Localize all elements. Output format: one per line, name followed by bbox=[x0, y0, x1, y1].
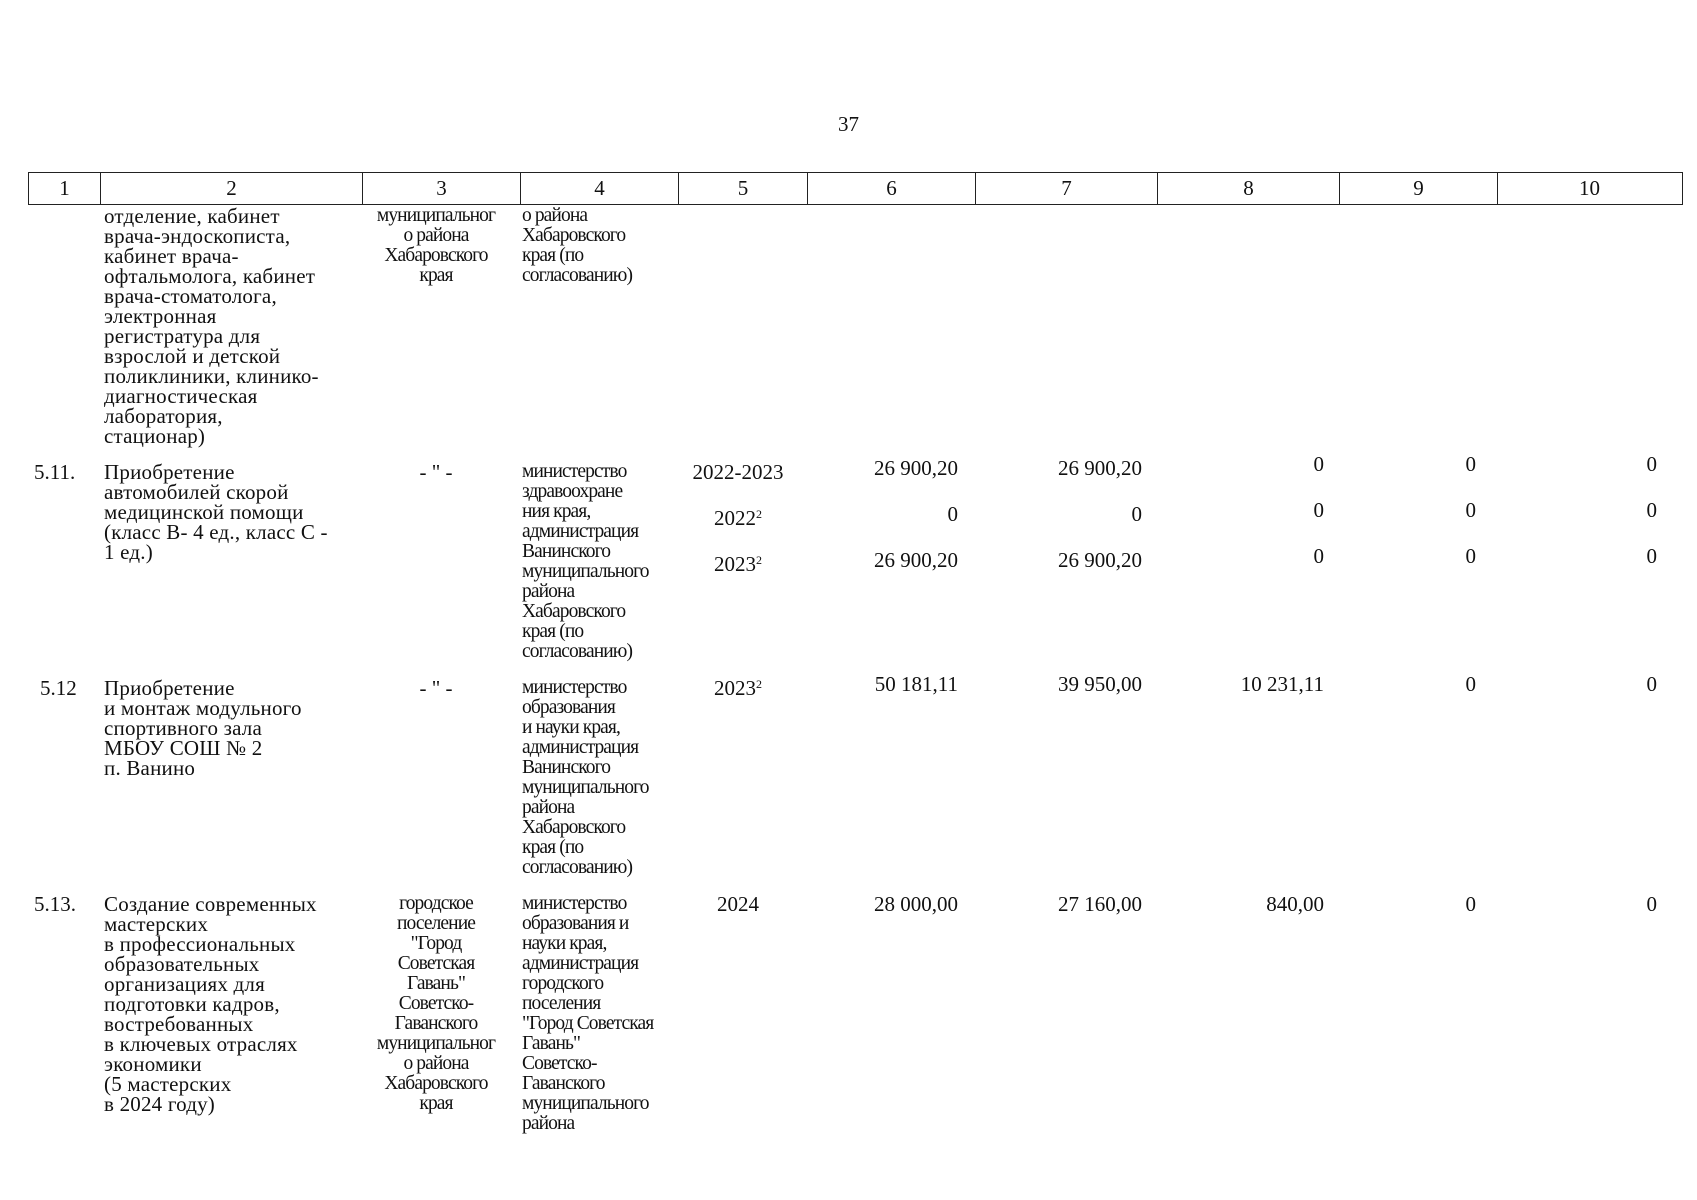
row-col10: 0 bbox=[1646, 544, 1657, 568]
row-number: 5.11. bbox=[34, 460, 76, 484]
row-col8: 10 231,11 bbox=[1240, 672, 1324, 696]
header-col-9: 9 bbox=[1339, 173, 1497, 204]
header-col-2: 2 bbox=[100, 173, 362, 204]
row-total: 28 000,00 bbox=[874, 892, 958, 916]
row-year: 2022-2023 bbox=[692, 460, 784, 484]
row-col7: 26 900,20 bbox=[1058, 548, 1142, 572]
row-executor: - " - bbox=[419, 460, 453, 484]
header-col-7: 7 bbox=[975, 173, 1157, 204]
row-col9: 0 bbox=[1465, 498, 1476, 522]
row-year: 2023$^2$ bbox=[714, 552, 762, 576]
row-col9: 0 bbox=[1465, 672, 1476, 696]
row-coexecutor: министерство образования и науки края, администрация городского поселения "Город Советская Гавань" Советско- Гаванского муниципального района bbox=[522, 893, 654, 1134]
row-col9: 0 bbox=[1465, 544, 1476, 568]
row-total: 0 bbox=[947, 502, 958, 526]
continuation-name: отделение, кабинет врача-эндоскописта, кабинет врача- офтальмолога, кабинет врача-стоматолога, электронная регистратура для взрослой и детской поликлиники, клинико- диагностическая лаборатория, стационар) bbox=[104, 204, 319, 448]
row-col8: 0 bbox=[1313, 498, 1324, 522]
row-col10: 0 bbox=[1646, 672, 1657, 696]
row-col7: 0 bbox=[1131, 502, 1142, 526]
row-year: 2023$^2$ bbox=[714, 676, 762, 700]
header-col-3: 3 bbox=[362, 173, 520, 204]
row-name: Приобретение и монтаж модульного спортивного зала МБОУ СОШ № 2 п. Ванино bbox=[104, 676, 302, 780]
row-col7: 27 160,00 bbox=[1058, 892, 1142, 916]
header-col-6: 6 bbox=[807, 173, 975, 204]
row-col9: 0 bbox=[1465, 452, 1476, 476]
continuation-executor: муниципальног о района Хабаровского края bbox=[376, 205, 496, 286]
row-executor: - " - bbox=[419, 676, 453, 700]
row-col7: 39 950,00 bbox=[1058, 672, 1142, 696]
row-year: 2024 bbox=[717, 892, 759, 916]
row-year: 2022$^2$ bbox=[714, 506, 762, 530]
row-col10: 0 bbox=[1646, 452, 1657, 476]
row-col9: 0 bbox=[1465, 892, 1476, 916]
row-total: 50 181,11 bbox=[874, 672, 958, 696]
continuation-coexecutor: о района Хабаровского края (по согласованию) bbox=[522, 205, 633, 286]
row-col8: 0 bbox=[1313, 452, 1324, 476]
row-number: 5.13. bbox=[34, 892, 76, 916]
row-name: Приобретение автомобилей скорой медицинской помощи (класс В- 4 ед., класс С - 1 ед.) bbox=[104, 460, 328, 564]
row-col8: 840,00 bbox=[1266, 892, 1324, 916]
row-col8: 0 bbox=[1313, 544, 1324, 568]
page-number: 37 bbox=[838, 112, 859, 136]
row-col10: 0 bbox=[1646, 498, 1657, 522]
header-col-1: 1 bbox=[59, 176, 70, 200]
header-col-5: 5 bbox=[678, 173, 807, 204]
row-col10: 0 bbox=[1646, 892, 1657, 916]
table-header-row bbox=[28, 172, 1683, 205]
row-number: 5.12 bbox=[40, 676, 77, 700]
header-col-4: 4 bbox=[520, 173, 678, 204]
row-coexecutor: министерство образования и науки края, администрация Ванинского муниципального района Хабаровского края (по согласованию) bbox=[522, 677, 649, 878]
row-name: Создание современных мастерских в профессиональных образовательных организациях для подготовки кадров, востребованных в ключевых отраслях экономики (5 мастерских в 2024 году) bbox=[104, 892, 317, 1116]
row-total: 26 900,20 bbox=[874, 456, 958, 480]
row-coexecutor: министерство здравоохране ния края, администрация Ванинского муниципального района Хабаровского края (по согласованию) bbox=[522, 461, 649, 662]
row-total: 26 900,20 bbox=[874, 548, 958, 572]
row-col7: 26 900,20 bbox=[1058, 456, 1142, 480]
header-col-8: 8 bbox=[1157, 173, 1339, 204]
row-executor: городское поселение "Город Советская Гавань" Советско- Гаванского муниципальног о района Хабаровского края bbox=[376, 893, 496, 1114]
header-col-10: 10 bbox=[1497, 173, 1681, 204]
